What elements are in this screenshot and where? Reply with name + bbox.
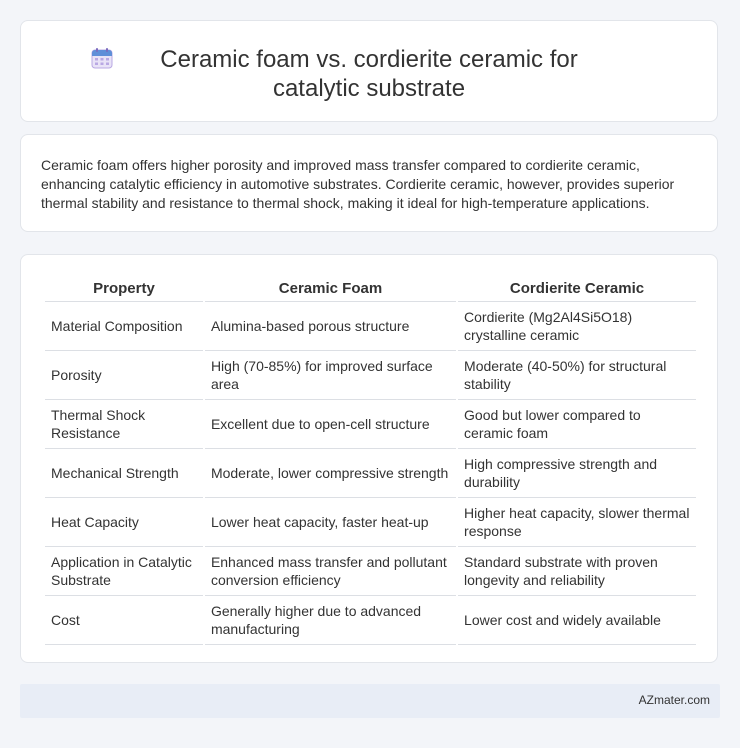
table-cell-cordierite-ceramic: Standard substrate with proven longevity and reliability: [458, 547, 696, 596]
footer-brand: AZmater.com: [638, 693, 710, 707]
table-cell-ceramic-foam: High (70-85%) for improved surface area: [205, 351, 456, 400]
column-header-ceramic-foam: Ceramic Foam: [205, 275, 456, 302]
table-cell-cordierite-ceramic: Moderate (40-50%) for structural stability: [458, 351, 696, 400]
table-cell-ceramic-foam: Generally higher due to advanced manufacturing: [205, 596, 456, 645]
table-cell-ceramic-foam: Alumina-based porous structure: [205, 302, 456, 351]
table-row: [45, 351, 696, 400]
table-cell-cordierite-ceramic: Higher heat capacity, slower thermal response: [458, 498, 696, 547]
table-row: [45, 449, 696, 498]
table-row: [45, 596, 696, 645]
table-cell-property: Porosity: [45, 351, 203, 400]
description-text: Ceramic foam offers higher porosity and improved mass transfer compared to cordierite ceramic, enhancing catalytic efficiency in automotive substrates. Cordierite ceramic, however, provides superior thermal stability and resistance to thermal shock, making it ideal for high-temperature applications.: [41, 157, 675, 211]
table-cell-property: Application in Catalytic Substrate: [45, 547, 203, 596]
table-cell-ceramic-foam: Excellent due to open-cell structure: [205, 400, 456, 449]
table-cell-cordierite-ceramic: Good but lower compared to ceramic foam: [458, 400, 696, 449]
column-header-property: Property: [45, 275, 203, 302]
page-title: Ceramic foam vs. cordierite ceramic for catalytic substrate: [160, 46, 578, 102]
table-cell-property: Heat Capacity: [45, 498, 203, 547]
description-card: [20, 134, 718, 232]
table-row: [45, 547, 696, 596]
table-cell-cordierite-ceramic: Lower cost and widely available: [458, 596, 696, 645]
table-cell-cordierite-ceramic: Cordierite (Mg2Al4Si5O18) crystalline ceramic: [458, 302, 696, 351]
table-cell-ceramic-foam: Moderate, lower compressive strength: [205, 449, 456, 498]
title-card: [20, 20, 718, 122]
table-cell-property: Mechanical Strength: [45, 449, 203, 498]
table-cell-property: Cost: [45, 596, 203, 645]
table-header-row: [45, 275, 696, 302]
table-cell-ceramic-foam: Enhanced mass transfer and pollutant conversion efficiency: [205, 547, 456, 596]
comparison-table: [43, 275, 698, 645]
table-cell-property: Thermal Shock Resistance: [45, 400, 203, 449]
table-row: [45, 498, 696, 547]
footer-bar: [20, 684, 720, 718]
table-cell-property: Material Composition: [45, 302, 203, 351]
table-row: [45, 302, 696, 351]
column-header-cordierite-ceramic: Cordierite Ceramic: [458, 275, 696, 302]
table-cell-ceramic-foam: Lower heat capacity, faster heat-up: [205, 498, 456, 547]
table-cell-cordierite-ceramic: High compressive strength and durability: [458, 449, 696, 498]
comparison-table-card: [20, 254, 718, 663]
table-row: [45, 400, 696, 449]
